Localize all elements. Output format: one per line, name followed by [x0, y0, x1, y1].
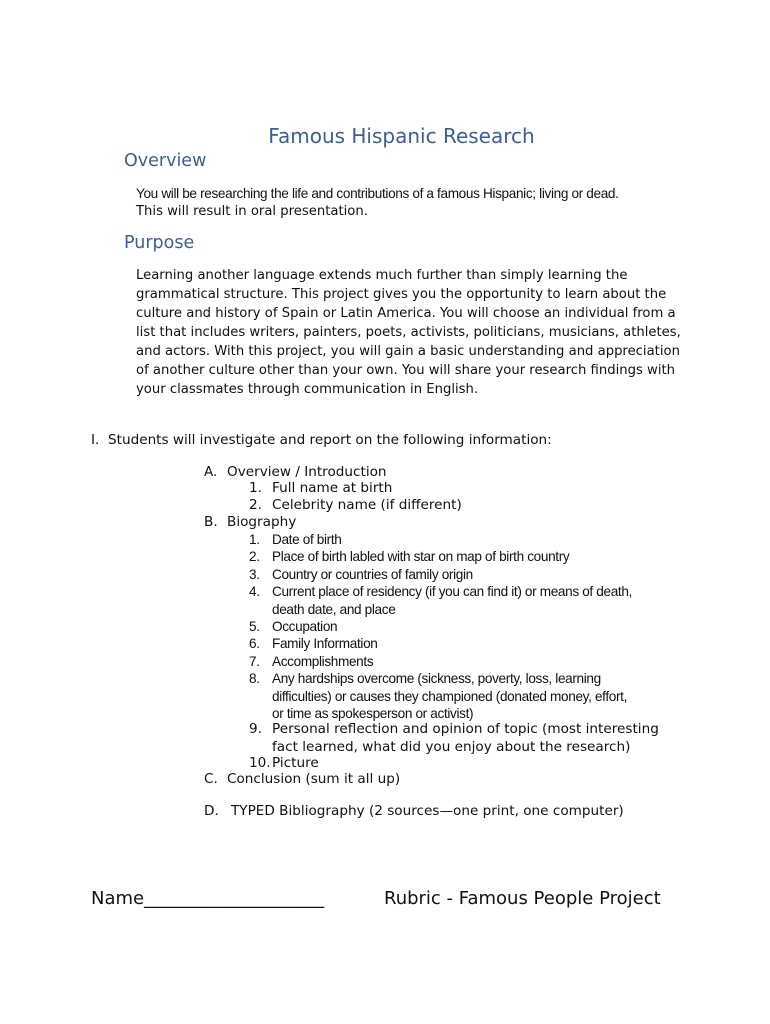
overview-line-1: You will be researching the life and contributions of a famous Hispanic; living or dead. [136, 186, 619, 201]
name-field[interactable]: Name____________________ [91, 888, 325, 909]
outline-label-c: C. [204, 771, 218, 787]
purpose-paragraph: Learning another language extends much further than simply learning the grammatical structure. This project gives you the opportunity to learn about the culture and history of Spain or Latin America. You will choose an individual from a list that includes writers, painters, poets, activists, politicians, musicians, athletes, and actors. With this project, you will gain a basic understanding and appreciation of another culture other than your own. You will share your research findings with your classmates through communication in English. [136, 268, 681, 397]
section-1 [91, 432, 552, 448]
b-item-8: 8. Any hardships overcome (sickness, poverty, loss, learning difficulties) or causes they championed (donated money, effort, or time as spokesperson or activist) [249, 671, 628, 721]
outline-label-b: B. [204, 514, 218, 530]
outline-label-a: A. [204, 464, 218, 480]
b-item-2: 2. Place of birth labled with star on map of birth country [249, 549, 570, 564]
b-item-9: 9. Personal reflection and opinion of topic (most interesting fact learned, what did you enjoy about the research) [249, 721, 659, 755]
b-item-1: 1. Date of birth [249, 532, 342, 547]
b-item-4: 4. Current place of residency (if you can find it) or means of death, death date, and place [249, 584, 632, 617]
a-item-2: 2. Celebrity name (if different) [249, 497, 462, 513]
outline-label-d: D. [204, 803, 219, 819]
outline-text-a: Overview / Introduction [227, 464, 387, 480]
overview-heading: Overview [124, 151, 207, 171]
purpose-heading: Purpose [124, 233, 195, 253]
overview-line-2: This will result in oral presentation. [136, 204, 368, 219]
b-item-3: 3. Country or countries of family origin [249, 567, 473, 582]
outline-item-d [204, 803, 624, 819]
document-title: Famous Hispanic Research [268, 124, 535, 148]
outline-text-d: TYPED Bibliography (2 sources—one print, one computer) [231, 803, 624, 819]
b-item-6: 6. Family Information [249, 636, 378, 651]
outline-item-b [204, 514, 296, 530]
outline-text-c: Conclusion (sum it all up) [227, 771, 401, 787]
outline-item-c [204, 771, 400, 787]
b-item-5: 5. Occupation [249, 619, 338, 634]
section-1-label: I. [91, 432, 100, 448]
b-item-7: 7. Accomplishments [249, 654, 374, 669]
outline-text-b: Biography [227, 514, 297, 530]
section-1-text: Students will investigate and report on the following information: [108, 432, 552, 448]
a-item-1: 1. Full name at birth [249, 480, 393, 496]
b-item-10: 10.Picture [249, 755, 319, 771]
rubric-title: Rubric - Famous People Project [384, 888, 661, 909]
outline-item-a [204, 464, 387, 480]
